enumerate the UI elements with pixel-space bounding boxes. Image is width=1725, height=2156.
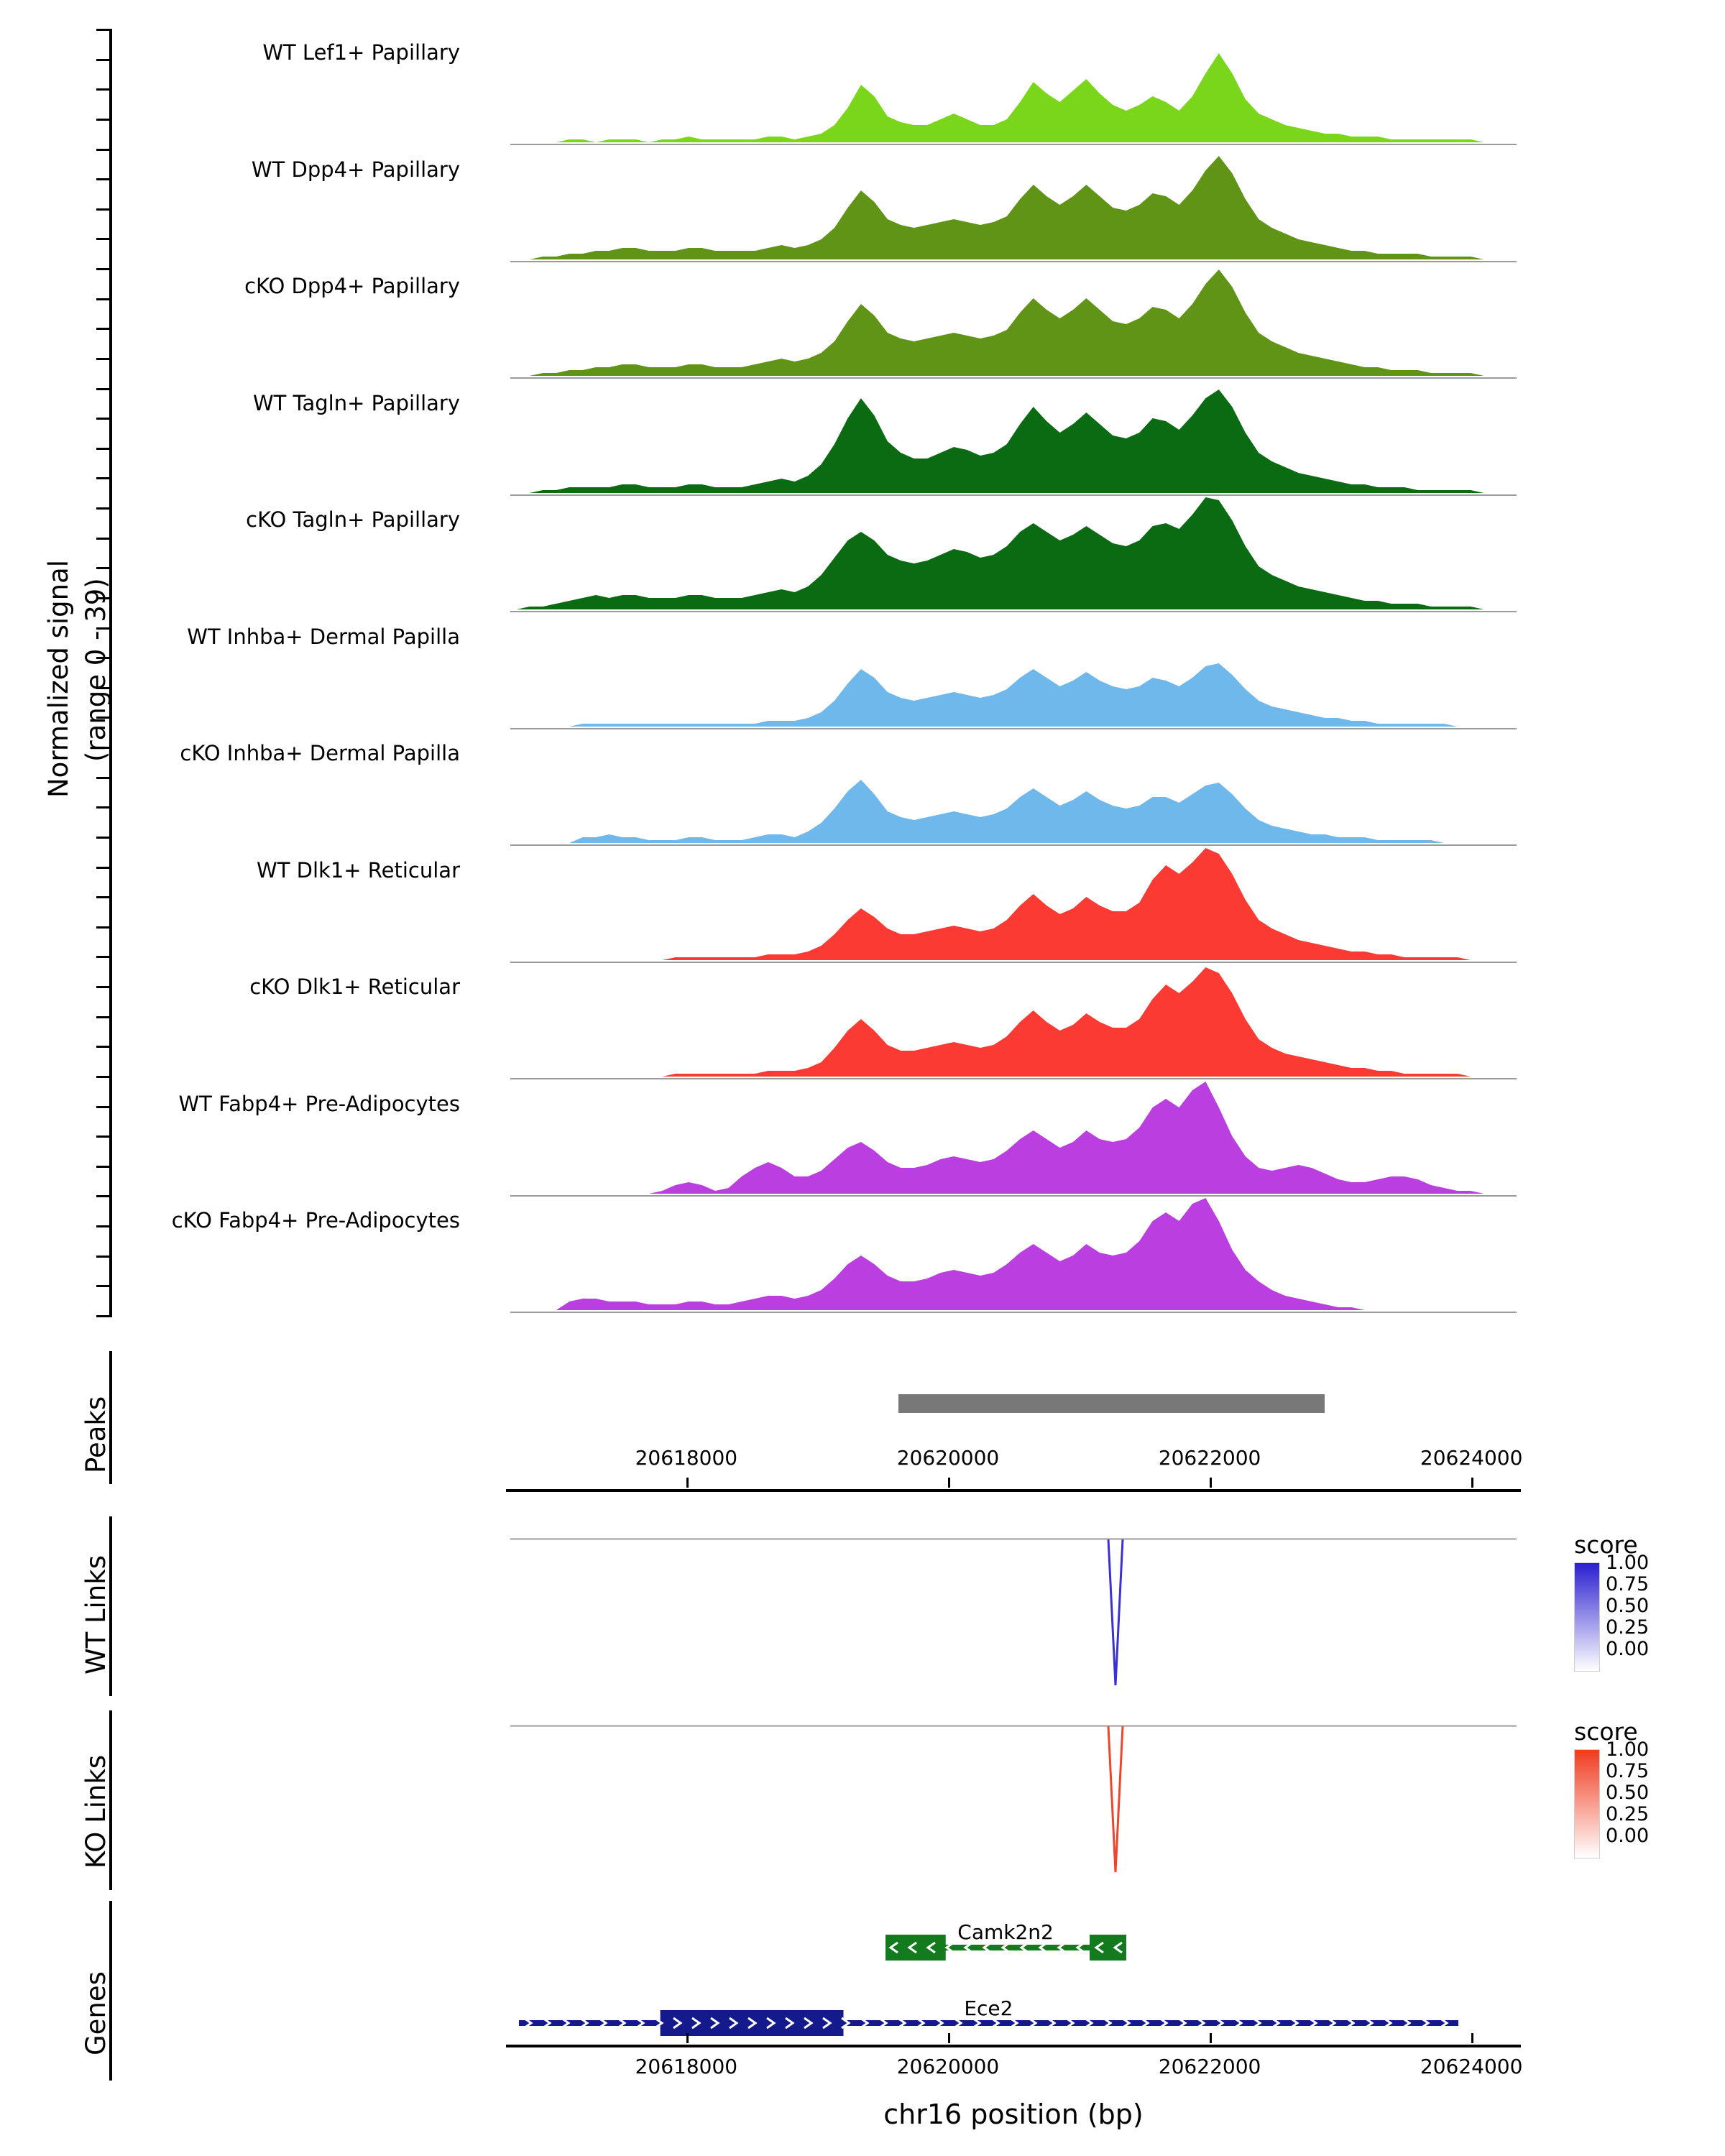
- coverage-axis-tick: [96, 1046, 112, 1048]
- track-label: WT Tagln+ Papillary: [252, 390, 460, 415]
- coverage-axis-tick: [96, 1315, 112, 1317]
- coverage-axis-tick: [96, 119, 112, 121]
- y-axis-subtitle: [80, 578, 111, 762]
- wt-legend-tick: 0.50: [1606, 1595, 1650, 1617]
- coverage-axis-tick: [96, 268, 112, 270]
- track-label: WT Dlk1+ Reticular: [257, 857, 460, 883]
- coverage-track: [503, 30, 1524, 145]
- peaks-label-text: Peaks: [80, 1396, 111, 1473]
- coverage-axis-tick: [96, 1256, 112, 1258]
- ko-links-panel: [503, 1725, 1524, 1890]
- coverage-axis-tick: [96, 806, 112, 808]
- x-axis-top-tick-label: 20618000: [635, 1446, 738, 1470]
- coverage-track: [503, 264, 1524, 379]
- coverage-track: [503, 848, 1524, 963]
- coverage-axis-tick: [96, 956, 112, 958]
- coverage-track: [503, 964, 1524, 1079]
- x-axis-bottom-tick-label: 20620000: [896, 2055, 1000, 2078]
- peaks-section-label: [80, 1396, 111, 1473]
- coverage-axis-tick: [96, 837, 112, 839]
- coverage-axis-tick: [96, 358, 112, 360]
- coverage-axis-tick: [96, 29, 112, 31]
- ko-links-label-text: KO Links: [80, 1754, 111, 1869]
- y-axis-title: [43, 560, 74, 798]
- y-axis-title-line1: Normalized signal: [43, 559, 74, 798]
- coverage-axis-tick: [96, 418, 112, 420]
- wt-legend-colorbar: [1574, 1562, 1600, 1672]
- ko-links-section-label: [80, 1755, 111, 1869]
- gene-name-label: Ece2: [964, 1996, 1013, 2020]
- x-axis-bottom-tick-label: 20624000: [1420, 2055, 1523, 2078]
- x-axis-top-line: [506, 1489, 1521, 1492]
- coverage-track: [503, 147, 1524, 262]
- coverage-axis-tick: [96, 149, 112, 151]
- coverage-axis-tick: [96, 1016, 112, 1018]
- coverage-track: [503, 731, 1524, 846]
- ko-legend-tick: 0.75: [1606, 1760, 1650, 1782]
- coverage-track: [503, 1082, 1524, 1197]
- coverage-axis-tick: [96, 1076, 112, 1078]
- wt-links-label-text: WT Links: [80, 1555, 111, 1674]
- y-axis-subtitle-text: (range 0 - 39): [80, 578, 111, 762]
- ko-legend-title: score: [1574, 1718, 1638, 1746]
- wt-legend-tick: 0.75: [1606, 1573, 1650, 1595]
- wt-legend-ticks: [1606, 1552, 1649, 1660]
- x-axis-top-tick-label: 20624000: [1420, 1446, 1523, 1470]
- coverage-axis-tick: [96, 298, 112, 300]
- coverage-axis-tick: [96, 1135, 112, 1138]
- track-label: cKO Dlk1+ Reticular: [249, 975, 460, 999]
- coverage-axis-tick: [96, 777, 112, 779]
- coverage-axis-tick: [96, 538, 112, 540]
- coverage-axis-tick: [96, 328, 112, 330]
- coverage-axis-tick: [96, 926, 112, 929]
- genes-section-label: [80, 1971, 111, 2055]
- x-axis-bottom-tick: [686, 2033, 689, 2043]
- coverage-track: [503, 614, 1524, 729]
- ko-legend-ticks: [1606, 1739, 1649, 1847]
- ko-legend-tick: 0.25: [1606, 1803, 1650, 1825]
- x-axis-bottom-tick-label: 20622000: [1158, 2055, 1261, 2078]
- ko-legend-tick: 0.00: [1606, 1825, 1650, 1847]
- coverage-track: [503, 497, 1524, 612]
- wt-links-panel: [503, 1538, 1524, 1703]
- coverage-axis-tick: [96, 477, 112, 479]
- coverage-axis-tick: [96, 88, 112, 91]
- coverage-axis-tick: [96, 388, 112, 390]
- x-axis-bottom-tick-label: 20618000: [635, 2055, 738, 2078]
- wt-links-section-label: [80, 1555, 111, 1674]
- peak-bar[interactable]: [898, 1394, 1325, 1413]
- wt-score-legend: [1574, 1531, 1711, 1689]
- x-axis-top-tick: [686, 1478, 689, 1488]
- wt-legend-tick: 1.00: [1606, 1552, 1650, 1574]
- x-axis-title: chr16 position (bp): [883, 2099, 1144, 2130]
- ko-score-legend: [1574, 1718, 1711, 1876]
- x-axis-top-tick: [948, 1478, 950, 1488]
- x-axis-top-tick-label: 20620000: [896, 1446, 1000, 1470]
- track-label: cKO Inhba+ Dermal Papilla: [180, 741, 460, 765]
- x-axis-bottom-line: [506, 2045, 1521, 2047]
- ko-legend-tick: 1.00: [1606, 1738, 1650, 1761]
- x-axis-top-tick: [1471, 1478, 1473, 1488]
- wt-legend-tick: 0.25: [1606, 1616, 1650, 1639]
- gene-name-label: Camk2n2: [957, 1920, 1054, 1944]
- coverage-axis-tick: [96, 208, 112, 211]
- coverage-axis-tick: [96, 448, 112, 450]
- x-axis-top-tick-label: 20622000: [1158, 1446, 1261, 1470]
- genes-label-text: Genes: [80, 1971, 111, 2055]
- track-label: WT Inhba+ Dermal Papilla: [187, 624, 460, 649]
- wt-legend-tick: 0.00: [1606, 1638, 1650, 1660]
- coverage-axis-tick: [96, 896, 112, 898]
- coverage-axis-tick: [96, 1166, 112, 1168]
- track-label: cKO Tagln+ Papillary: [246, 507, 460, 532]
- track-label: WT Fabp4+ Pre-Adipocytes: [178, 1091, 460, 1116]
- x-axis-bottom-tick: [948, 2033, 950, 2043]
- coverage-axis-tick: [96, 238, 112, 240]
- x-axis-bottom-tick: [1210, 2033, 1212, 2043]
- track-label: cKO Dpp4+ Papillary: [244, 274, 460, 298]
- wt-legend-title: score: [1574, 1531, 1638, 1559]
- ko-legend-tick: 0.50: [1606, 1782, 1650, 1804]
- coverage-axis-tick: [96, 567, 112, 569]
- track-label: WT Lef1+ Papillary: [262, 40, 460, 65]
- ko-legend-colorbar: [1574, 1749, 1600, 1858]
- x-axis-bottom-tick: [1471, 2033, 1473, 2043]
- coverage-axis-tick: [96, 1285, 112, 1287]
- track-label: WT Dpp4+ Papillary: [251, 157, 460, 182]
- coverage-axis-tick: [96, 1195, 112, 1197]
- track-label: cKO Fabp4+ Pre-Adipocytes: [171, 1208, 460, 1233]
- x-axis-top-tick: [1210, 1478, 1212, 1488]
- coverage-track: [503, 1198, 1524, 1313]
- coverage-track: [503, 381, 1524, 496]
